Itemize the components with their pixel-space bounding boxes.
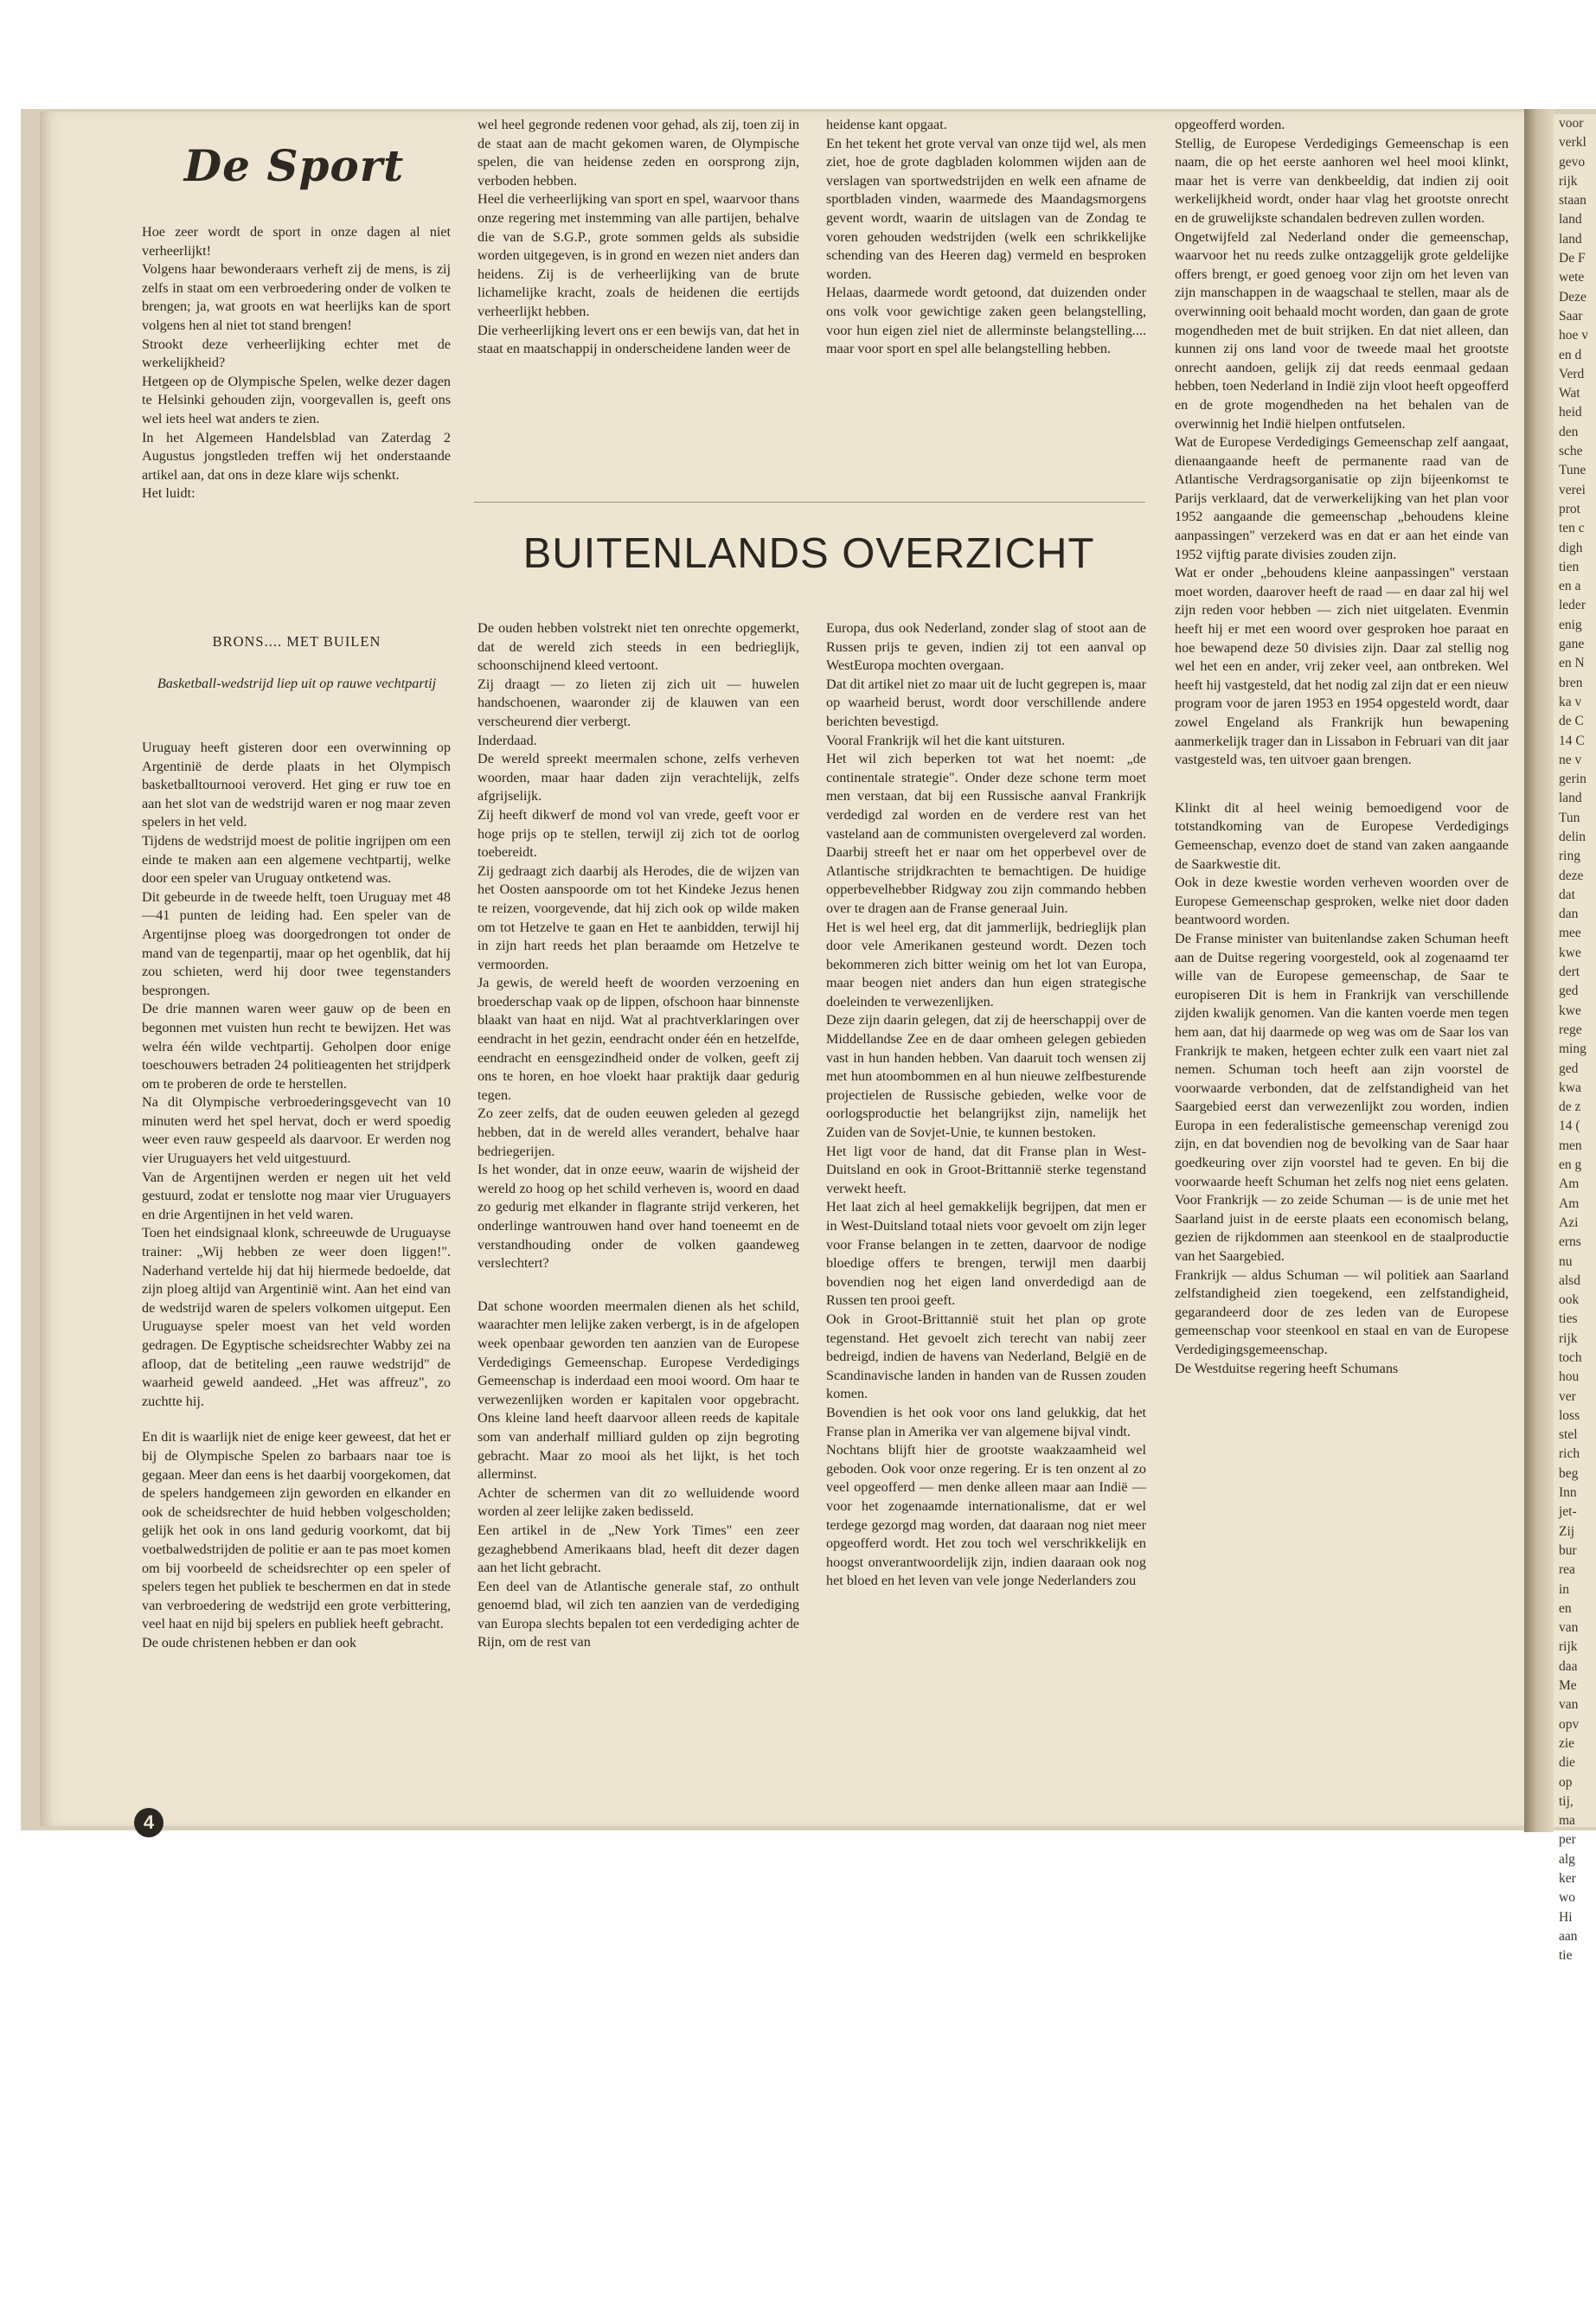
next-page-fragment: wete <box>1559 270 1585 285</box>
paragraph: Ook in Groot-Brittannië stuit het plan op grote tegenstand. Het gevoelt zich terecht van nabij zeer bedreigd, indien de havens van Nederland, België en de Scandinavische landen in handen van de Russen zouden komen. <box>826 1311 1146 1402</box>
paragraph: Het ligt voor de hand, dat dit Franse plan in West-Duitsland en ook in Groot-Brittannië sterke tegenstand verwekt heeft. <box>826 1143 1146 1196</box>
next-page-fragment: van <box>1559 1620 1579 1636</box>
paragraph: Wat er onder „behoudens kleine aanpassingen" verstaan moet worden, daarover heeft de raad — en daar zal hij wel zijn reden voor hebben — zich niet uitgelaten. Evenmin heeft hij er met een woord over gesproken hoe paraat en hoe bewapend deze 50 divisies zijn. Daar zal stellig nog wel het een en ander, vrij zeker veel, aan ontbreken. Wel heeft hij vastgesteld, dat het nodig zal zijn dat er een nieuw program voor de jaren 1953 en 1954 opgesteld wordt, daar zowel Engeland als Frankrijk hun bewapening aanmerkelijk trager dan in Lissabon in Februari van dit jaar vastgesteld was, ten uitvoer gaan brengen. <box>1175 565 1509 768</box>
next-page-fragment: rijk <box>1559 1330 1578 1346</box>
sport-masthead: De Sport <box>183 140 405 191</box>
next-page-fragment: kwe <box>1559 1003 1581 1018</box>
next-page-fragment: gane <box>1559 637 1585 652</box>
next-page-fragment: Tune <box>1559 463 1586 478</box>
next-page-fragment: ver <box>1559 1388 1576 1404</box>
next-page-fragment: en g <box>1559 1157 1582 1173</box>
next-page-fragment: ming <box>1559 1042 1586 1057</box>
paragraph: Europa, dus ook Nederland, zonder slag of stoot aan de Russen prijs te geven, indien zij tot een aanval op WestEuropa mochten overgaan. <box>826 620 1146 674</box>
next-page-fragment: Zij <box>1559 1523 1575 1539</box>
sport-closing <box>142 1428 451 1652</box>
paragraph: Het wil zich beperken tot wat het noemt: „de continentale strategie". Onder deze schone term moet men verstaan, dat bij een Russische aanval Frankrijk verdedigd zal worden en de verdere rest van het vasteland aan de communisten overgeleverd zal worden. Daarbij streeft het er naar om het opperbevel over de Atlantische strijdkrachten te bemachtigen. De huidige opperbevelhebber Ridgway zou zijn commando hebben over te dragen aan de Franse generaal Juin. <box>826 751 1146 916</box>
next-page-fragment: Wat <box>1559 386 1580 401</box>
next-page-fragment: heid <box>1559 405 1582 420</box>
sport-article <box>142 739 451 1411</box>
next-page-fragment: enig <box>1559 617 1582 632</box>
next-page-fragment: delin <box>1559 829 1586 844</box>
paragraph: In het Algemeen Handelsblad van Zaterdag 2 Augustus jongstleden treffen wij het onderstaande artikel aan, dat ons in deze klare wijs schenkt. <box>142 429 451 483</box>
next-page-fragment: 14 C <box>1559 733 1585 748</box>
paragraph: Ja gewis, de wereld heeft de woorden verzoening en broederschap vaak op de lippen, ofschoon haar binnenste blaakt van haat en nijd. Wat al prachtverklaringen over eendracht in het gezin, eendracht onder één en hetzelfde, eendracht en eensgezindheid onder de volken, geeft zij ons te horen, en hoe vloekt haar praktijk daar gedurig tegen. <box>478 975 799 1103</box>
paragraph: Zij draagt — zo lieten zij zich uit — huwelen handschoenen, waaronder zij de klauwen van een verscheurend dier verbergt. <box>478 676 799 729</box>
paragraph: De Franse minister van buitenlandse zaken Schuman heeft aan de Duitse regering voorgesteld, ook al zogenaamd ter wille van de Europese gemeenschap, de Saar te europiseren Dit is hem in Frankrijk van verschillende zijden kwalijk genomen. Van die kanten voerde men tegen hem aan, dat hij daarmede op weg was om de Saar los van Frankrijk te maken, hetgeen echter zulk een vaart niet zal nemen. Schuman toch heeft aan zijn voorstel de voorwaarde verbonden, dat de zelfstandigheid van het Saargebied eerst dan verwezenlijkt zou worden, indien Europa in een federalistische gemeenschap verenigd zou zijn, en dat bovendien nog de bevolking van de Saar haar goedkeuring over zijn voorstel had te geven. En bij die voorwaarde heeft Schuman het zelfs nog niet eens gelaten. Voor Frankrijk — zo zeide Schuman — is de unie met het Saarland juist in de eerste plaats een economisch belang, gezien de rijkdommen aan steenkool en de staalproductie van het Saargebied. <box>1175 930 1509 1265</box>
paragraph: wel heel gegronde redenen voor gehad, als zij, toen zij in de staat aan de macht gekomen waren, de Olympische spelen, die van heidense zeden en oorsprong zijn, verboden hebben. <box>478 117 799 189</box>
overzicht-b <box>826 619 1146 1591</box>
paragraph: De ouden hebben volstrekt niet ten onrechte opgemerkt, dat de wereld zich steeds in een bedrieglijk, schoonschijnend kleed vertoont. <box>478 620 799 674</box>
next-page-fragment: dat <box>1559 887 1575 902</box>
paragraph: Tijdens de wedstrijd moest de politie ingrijpen om een einde te maken aan een algemene vechtpartij, welke door een speler van Uruguay ontketend was. <box>142 832 451 887</box>
paragraph: En dit is waarlijk niet de enige keer geweest, dat het er bij de Olympische Spelen zo barbaars naar toe is gegaan. Meer dan eens is het daarbij voorgekomen, dat de spelers handgemeen zijn geworden en elkander en ook de scheidsrechter de huid hebben volgescholden; gelijk het ook in ons land gedurig voorkomt, dat bij voetbalwedstrijden de politie er aan te pas moet komen om bij voorbeeld de scheidsrechter op een speler of spelers tegen het publiek te beschermen en dat in stede van verbroedering de wedstrijd een grote verbittering, veel haat en nijd bij spelers en publiek heeft gebracht. <box>142 1429 451 1632</box>
next-page-fragment: daa <box>1559 1658 1578 1674</box>
next-page-fragment: en d <box>1559 347 1582 362</box>
overzicht-column-b <box>826 619 1146 1591</box>
paragraph: Klinkt dit al heel weinig bemoedigend voor de totstandkoming van de Europese Verdedigings Gemeenschap, evenzo doet de stand van zaken aangaande de Saarkwestie dit. <box>1175 799 1509 872</box>
paragraph: Een artikel in de „New York Times" een zeer gezaghebbend Amerikaans blad, heeft dit dezer dagen aan het licht gebracht. <box>478 1522 799 1576</box>
paragraph: Vooral Frankrijk wil het die kant uitsturen. <box>826 732 1066 748</box>
next-page-fragment: gerin <box>1559 772 1586 787</box>
overzicht-c1 <box>1175 116 1509 770</box>
next-page-fragment: rijk <box>1559 173 1578 189</box>
next-page-fragment: de z <box>1559 1099 1581 1115</box>
next-page-fragment: stel <box>1559 1427 1578 1443</box>
paragraph: Frankrijk — aldus Schuman — wil politiek aan Saarland zelfstandigheid zien toegekend, een zelfstandigheid, gegarandeerd door de zes leden van de Europese gemeenschap voor steenkool en staal en van de Europese Verdedigingsgemeenschap. <box>1175 1266 1509 1357</box>
next-page-fragment: en N <box>1559 656 1585 671</box>
next-page-fragment: alg <box>1559 1851 1575 1867</box>
next-page-fragment: nu <box>1559 1253 1573 1269</box>
paragraph: Dit gebeurde in de tweede helft, toen Uruguay met 48—41 punten de leiding had. Een speler van de Argentijnse ploeg was doorgedrongen tot onder de mand van de tegenpartij, maar op het ogenblik, dat hij zou schieten, werd hij door twee tegenstanders besprongen. <box>142 888 451 998</box>
paragraph: De drie mannen waren weer gauw op de been en begonnen met vuisten hun recht te bewijzen. Het was welra één wilde vechtpartij. Geholpen door enige toeschouwers betraden 24 politieagenten het strijdperk om te proberen de orde te herstellen. <box>142 1001 451 1092</box>
next-page-fragment: Deze <box>1559 289 1586 304</box>
next-page-fragment: 14 ( <box>1559 1118 1580 1134</box>
next-page-fragment: Me <box>1559 1678 1577 1694</box>
overzicht-a1 <box>478 619 799 1273</box>
paragraph: Een deel van de Atlantische generale staf, zo onthult genoemd blad, wil zich ten aanzien van de verdediging van Europa slechts bepalen tot een verdediging achter de Rijn, om de rest van <box>478 1578 799 1650</box>
next-page-fragment: tie <box>1559 1948 1573 1964</box>
paragraph: Inderdaad. <box>478 732 537 748</box>
paragraph: Hetgeen op de Olympische Spelen, welke dezer dagen te Helsinki gehouden zijn, voorgevallen is, geeft ons wel iets heel wat anders te zien. <box>142 373 451 426</box>
section-rule <box>474 502 1145 503</box>
paragraph: Helaas, daarmede wordt getoond, dat duizenden onder ons volk voor gewichtige zaken geen belangstelling, voor hun eigen ziel niet de allerminste belangstelling.... maar voor sport en spel alle belangstelling hebben. <box>826 285 1146 357</box>
paragraph: De wereld spreekt meermalen schone, zelfs verheven woorden, maar haar daden zijn verachtelijk, zelfs afgrijselijk. <box>478 751 799 804</box>
next-page-fragment: Tun <box>1559 810 1580 825</box>
paragraph: Is het wonder, dat in onze eeuw, waarin de wijsheid der wereld zo hoog op het schild verheven is, woord en daad zo gedurig met elkander in flagrante strijd verkeren, het onderlinge wantrouwen hand over hand toeneemt en de verstandhouding onder de volken gaandeweg verslechtert? <box>478 1162 799 1272</box>
next-page-fragment: van <box>1559 1697 1579 1713</box>
overzicht-column-c <box>1175 116 1509 1378</box>
overzicht-column-a <box>478 619 799 1652</box>
next-page-fragment: hoe v <box>1559 328 1589 343</box>
overzicht-c2 <box>1175 799 1509 1378</box>
next-page-fragment: rea <box>1559 1562 1575 1578</box>
sport-col3 <box>826 116 1146 359</box>
paragraph: Nochtans blijft hier de grootste waakzaamheid wel geboden. Ook voor onze regering. Er is ten onzent al zo veel opgeofferd — men denke alleen maar aan Indië — voor het zogenaamde internationalisme, dat er wel terdege gezorgd mag worden, dat daaraan nog niet meer opgeofferd wordt. Het zou toch wel verschrikkelijk en hoogst onverantwoordelijk zijn, indien daaraan ook nog het bloed en het leven van vele jonge Nederlanders zou <box>826 1442 1146 1589</box>
next-page-fragment: prot <box>1559 501 1580 516</box>
paragraph: Volgens haar bewonderaars verheft zij de mens, is zij zelfs in staat om een verbroedering onder de volken te brengen; ja, wat groots en wat heerlijks kan de sport volgens hen al niet tot stand brengen! <box>142 261 451 333</box>
next-page-fragment: ring <box>1559 849 1580 864</box>
next-page-fragment: mee <box>1559 926 1581 941</box>
next-page-fragment: ma <box>1559 1813 1575 1829</box>
next-page-fragment: de C <box>1559 714 1584 729</box>
paragraph: Ook in deze kwestie worden verheven woorden over de Europese Gemeenschap gesproken, welke niet door daden beantwoord worden. <box>1175 875 1509 928</box>
paragraph: Het laat zich al heel gemakkelijk begrijpen, dat men er in West-Duitsland totaal niets voor gevoelt om zijn leger voor Franse belangen in te zetten, daarvoor de nodige bloedige offers te brengen, terwijl men daarbij bovendien nog het eigen land onverdedigd aan de Russen ten prooi geeft. <box>826 1199 1146 1309</box>
overzicht-a2 <box>478 1298 799 1652</box>
next-page-fragment: ook <box>1559 1292 1580 1308</box>
paragraph: Uruguay heeft gisteren door een overwinning op Argentinië de derde plaats in het Olympisch basketballtournooi veroverd. Het ging er ruw toe en aan het slot van de wedstrijd waren er nog maar zeven spelers in het veld. <box>142 740 451 830</box>
paragraph: De Westduitse regering heeft Schumans <box>1175 1360 1399 1376</box>
paragraph: Zij heeft dikwerf de mond vol van vrede, geeft voor er hoge prijs op te stellen, terwijl zij zich tot de oorlog toebereidt. <box>478 806 799 861</box>
next-page-fragment: dan <box>1559 907 1579 922</box>
next-page-fragment: Am <box>1559 1176 1580 1192</box>
paragraph: En het tekent het grote verval van onze tijd wel, als men ziet, hoe de grote dagbladen kolommen wijden aan de verslagen van sportwedstrijden en welk een afname de sportbladen vinden, waarmede des Maandagsmorgens gevent wordt, waarin de uitslagen van de Zondag te voren gehouden wedstrijden (welk een schrikkelijke schending van des Heeren dag) vermeld en besproken worden. <box>826 135 1146 282</box>
next-page-fragment: land <box>1559 791 1582 806</box>
next-page-fragment: ged <box>1559 1061 1579 1076</box>
next-page-fragment: digh <box>1559 540 1583 555</box>
next-page-fragment: land <box>1559 212 1582 228</box>
next-page-fragment: alsd <box>1559 1272 1580 1288</box>
next-page-fragment: tien <box>1559 559 1580 574</box>
paragraph: Toen het eindsignaal klonk, schreeuwde de Uruguayse trainer: „Wij hebben ze weer doen liggen!". Naderhand vertelde hij dat hij hiermede bedoelde, dat zijn ploeg altijd van Argentinië wint. Aan het eind van de wedstrijd waren de spelers volkomen uitgeput. Een Uruguayse speler moest van het veld worden gedragen. De Egyptische scheidsrechter Wabby zei na afloop, dat de betiteling „een rauwe wedstrijd" de waarheid geweld aandeed. „Het was affreuz", zo zuchtte hij. <box>142 1225 451 1409</box>
next-page-fragment: voor <box>1559 116 1584 131</box>
next-page-fragment: ten c <box>1559 521 1585 536</box>
next-page-fragment: deze <box>1559 868 1584 883</box>
paragraph: Stellig, de Europese Verdedigings Gemeenschap is een naam, die op het eerste aanhoren wel heel mooi klinkt, maar het is verre van denkbeeldig, dat indien zij ooit werkelijkheid wordt, onder haar vlag het grootste onrecht en de gruwelijkste schandalen bedreven zullen worden. <box>1175 135 1509 226</box>
paragraph: Na dit Olympische verbroederingsgevecht van 10 minuten werd het spel hervat, doch er werd spoedig weer even rauw gespeeld als daarvoor. Er werden nog vier Uruguayers het veld uitgestuurd. <box>142 1094 451 1167</box>
next-page-fragment: staan <box>1559 193 1586 208</box>
paragraph: Dat schone woorden meermalen dienen als het schild, waarachter men lelijke zaken verbergt, is in de afgelopen week openbaar geworden ten aanzien van de Europese Verdedigings Gemeenschap. Europese Verdedigings Gemeenschap is inderdaad een mooi woord. Om haar te verwezenlijken worden er kapitalen voor opgebracht. Ons kleine land heeft daarvoor alleen reeds de kapitale som van anderhalf milliard gulden op zijn begroting gebracht. Maar zo mooi als het lijkt, is het toch allerminst. <box>478 1298 799 1483</box>
next-page-fragment: Hi <box>1559 1909 1573 1925</box>
next-page-fragment: Inn <box>1559 1485 1577 1501</box>
article-subtitle: Basketball-wedstrijd liep uit op rauwe vechtpartij <box>157 676 437 691</box>
next-page-fragment: zie <box>1559 1735 1575 1751</box>
paragraph: Die verheerlijking levert ons er een bewijs van, dat het in staat en maatschappij in onderscheidene landen weer de <box>478 322 799 357</box>
next-page-fragment: in <box>1559 1581 1570 1597</box>
next-page-edge <box>1554 114 1596 1964</box>
next-page-fragment: die <box>1559 1755 1575 1771</box>
headline: BUITENLANDS OVERZICHT <box>522 530 1095 577</box>
paragraph: Zij gedraagt zich daarbij als Herodes, die de wijzen van het Oosten aanspoorde om tot het Kindeke Jezus henen te reizen, voorgevende, dat hij zich ook op wilde maken om tot Hetzelve te gaan en Het te aanbidden, terwijl hij in zijn hart reeds het plan beraamde om Hetzelve te vermoorden. <box>478 862 799 972</box>
next-page-fragment: rege <box>1559 1022 1582 1037</box>
paragraph: Wat de Europese Verdedigings Gemeenschap zelf aangaat, dienaangaande heeft de permanente raad van de Atlantische Verdragsorganisatie op zijn bijeenkomst te Parijs verklaard, dat de verwerkelijking van het plan voor 1952 aangaande die gemeenschap „behoudens kleine aanpassingen" verzekerd was en dat er aan het einde van 1952 vijftig parate divisies zouden zijn. <box>1175 434 1509 562</box>
next-page-fragment: ties <box>1559 1311 1578 1327</box>
paragraph: heidense kant opgaat. <box>826 117 947 132</box>
paragraph: opgeofferd worden. <box>1175 117 1285 132</box>
paragraph: Heel die verheerlijking van sport en spel, waarvoor thans onze regering met instemming van alle partijen, behalve die van de S.G.P., grote sommen gelds als subsidie worden uitgegeven, is in grond en wezen niet anders dan heidens. Zij is de verheerlijking van de brute lichamelijke kracht, zoals de heidenen die eertijds verheerlijkt hebben. <box>478 191 799 319</box>
sport-intro <box>142 223 451 503</box>
page-number: 4 <box>134 1808 163 1837</box>
sport-column-3 <box>826 116 1146 359</box>
next-page-fragment: en <box>1559 1600 1572 1616</box>
paragraph: Bovendien is het ook voor ons land gelukkig, dat het Franse plan in Amerika ver van algemene bijval vindt. <box>826 1404 1146 1439</box>
next-page-fragment: ker <box>1559 1871 1576 1887</box>
next-page-fragment: erns <box>1559 1234 1581 1250</box>
next-page-fragment: jet- <box>1559 1504 1577 1520</box>
next-page-fragment: rich <box>1559 1446 1580 1462</box>
next-page-fragment: bren <box>1559 675 1583 690</box>
next-page-fragment: verei <box>1559 482 1586 497</box>
next-page-fragment: sche <box>1559 444 1583 459</box>
next-page-fragment: ka v <box>1559 694 1582 709</box>
next-page-fragment: rijk <box>1559 1639 1578 1655</box>
next-page-fragment: verkl <box>1559 135 1586 151</box>
paragraph: Deze zijn daarin gelegen, dat zij de heerschappij over de Middellandse Zee en de daar omheen gelegen gebieden vast in hun handen hebben. Van daaruit toch wensen zij met hun atoombommen en al hun nieuwe zelfbesturende projectielen de Russische gebieden, welke voor de oorlogsproductie het belangrijkst zijn, namelijk het Zuiden van de Sovjet-Unie, te kunnen bestoken. <box>826 1012 1146 1141</box>
sport-article-column <box>142 739 451 1653</box>
paragraph: Zo zeer zelfs, dat de ouden eeuwen geleden al gezegd hebben, dat in de wereld alles verandert, behalve haar bedriegerijen. <box>478 1106 799 1159</box>
sport-intro-column <box>142 223 451 503</box>
sport-column-2 <box>478 116 799 359</box>
next-page-fragment: bur <box>1559 1542 1577 1558</box>
next-page-fragment: aan <box>1559 1928 1578 1944</box>
paragraph: Ongetwijfeld zal Nederland onder die gemeenschap, waarvoor het nu reeds zulke ontzaggelijk grote geldelijke offers brengt, er goed genoeg voor zijn om het leven van zijn manschappen in de waagschaal te stellen, maar als de overwinning ooit behaald mocht worden, dan gaan de grote mogendheden met de buit strijken. En dat niet alleen, dan kunnen zij ons land voor de tweede maal het grootste onrecht aandoen, gelijk zij dat reeds eenmaal gedaan hebben, toen Nederland in Indië zijn vloot heeft opgeofferd en de grote mogendheden na het behalen van de overwinnig het Indië hielpen ontfutselen. <box>1175 228 1509 432</box>
paragraph: Strookt deze verheerlijking echter met de werkelijkheid? <box>142 336 451 371</box>
next-page-fragment: leder <box>1559 598 1586 613</box>
next-page-fragment: beg <box>1559 1465 1579 1481</box>
gutter <box>1524 109 1554 1832</box>
next-page-fragment: ged <box>1559 984 1579 999</box>
next-page-fragment: wo <box>1559 1890 1575 1906</box>
paragraph: De oude christenen hebben er dan ook <box>142 1634 357 1650</box>
next-page-fragment: gevo <box>1559 154 1586 170</box>
next-page-fragment: en a <box>1559 579 1581 594</box>
next-page-fragment: land <box>1559 231 1582 247</box>
paragraph: Hoe zeer wordt de sport in onze dagen al niet verheerlijkt! <box>142 224 451 259</box>
next-page-fragment: per <box>1559 1832 1576 1848</box>
next-page-fragment: opv <box>1559 1716 1580 1732</box>
next-page-fragment: Azi <box>1559 1215 1579 1230</box>
paragraph: Dat dit artikel niet zo maar uit de lucht gegrepen is, maar op waarheid berust, wordt door verschillende andere berichten bevestigd. <box>826 676 1146 729</box>
next-page-fragment: ne v <box>1559 752 1582 767</box>
next-page-fragment: Am <box>1559 1195 1580 1211</box>
paragraph: Het is wel heel erg, dat dit jammerlijk, bedrieglijk plan door vele Amerikanen gesteund wordt. Dezen toch bekommeren zich bitter weinig om het lot van Europa, maar beogen niet anders dan hun eigen strategische doeleinden te verwezenlijken. <box>826 919 1146 1009</box>
paragraph: Het luidt: <box>142 485 195 502</box>
next-page-fragment: loss <box>1559 1407 1580 1423</box>
sport-col2 <box>478 116 799 359</box>
next-page-fragment: tij, <box>1559 1793 1574 1809</box>
paragraph: Van de Argentijnen werden er negen uit het veld gestuurd, zodat er tenslotte nog maar vier Uruguayers en drie Argentijnen in het veld waren. <box>142 1169 451 1222</box>
paragraph: Achter de schermen van dit zo welluidende woord worden al zeer lelijke zaken bedisseld. <box>478 1484 799 1520</box>
next-page-fragment: kwe <box>1559 945 1581 960</box>
next-page-fragment: hou <box>1559 1369 1580 1385</box>
next-page-fragment: Saar <box>1559 308 1583 324</box>
next-page-fragment: dert <box>1559 965 1580 980</box>
next-page-fragment: op <box>1559 1774 1573 1790</box>
next-page-fragment: men <box>1559 1138 1582 1153</box>
next-page-fragment: De F <box>1559 251 1586 266</box>
article-title: BRONS.... MET BUILEN <box>212 633 381 650</box>
next-page-fragment: den <box>1559 424 1579 439</box>
next-page-fragment: toch <box>1559 1350 1582 1365</box>
next-page-fragment: kwa <box>1559 1080 1581 1095</box>
next-page-fragment: Verd <box>1559 366 1585 381</box>
